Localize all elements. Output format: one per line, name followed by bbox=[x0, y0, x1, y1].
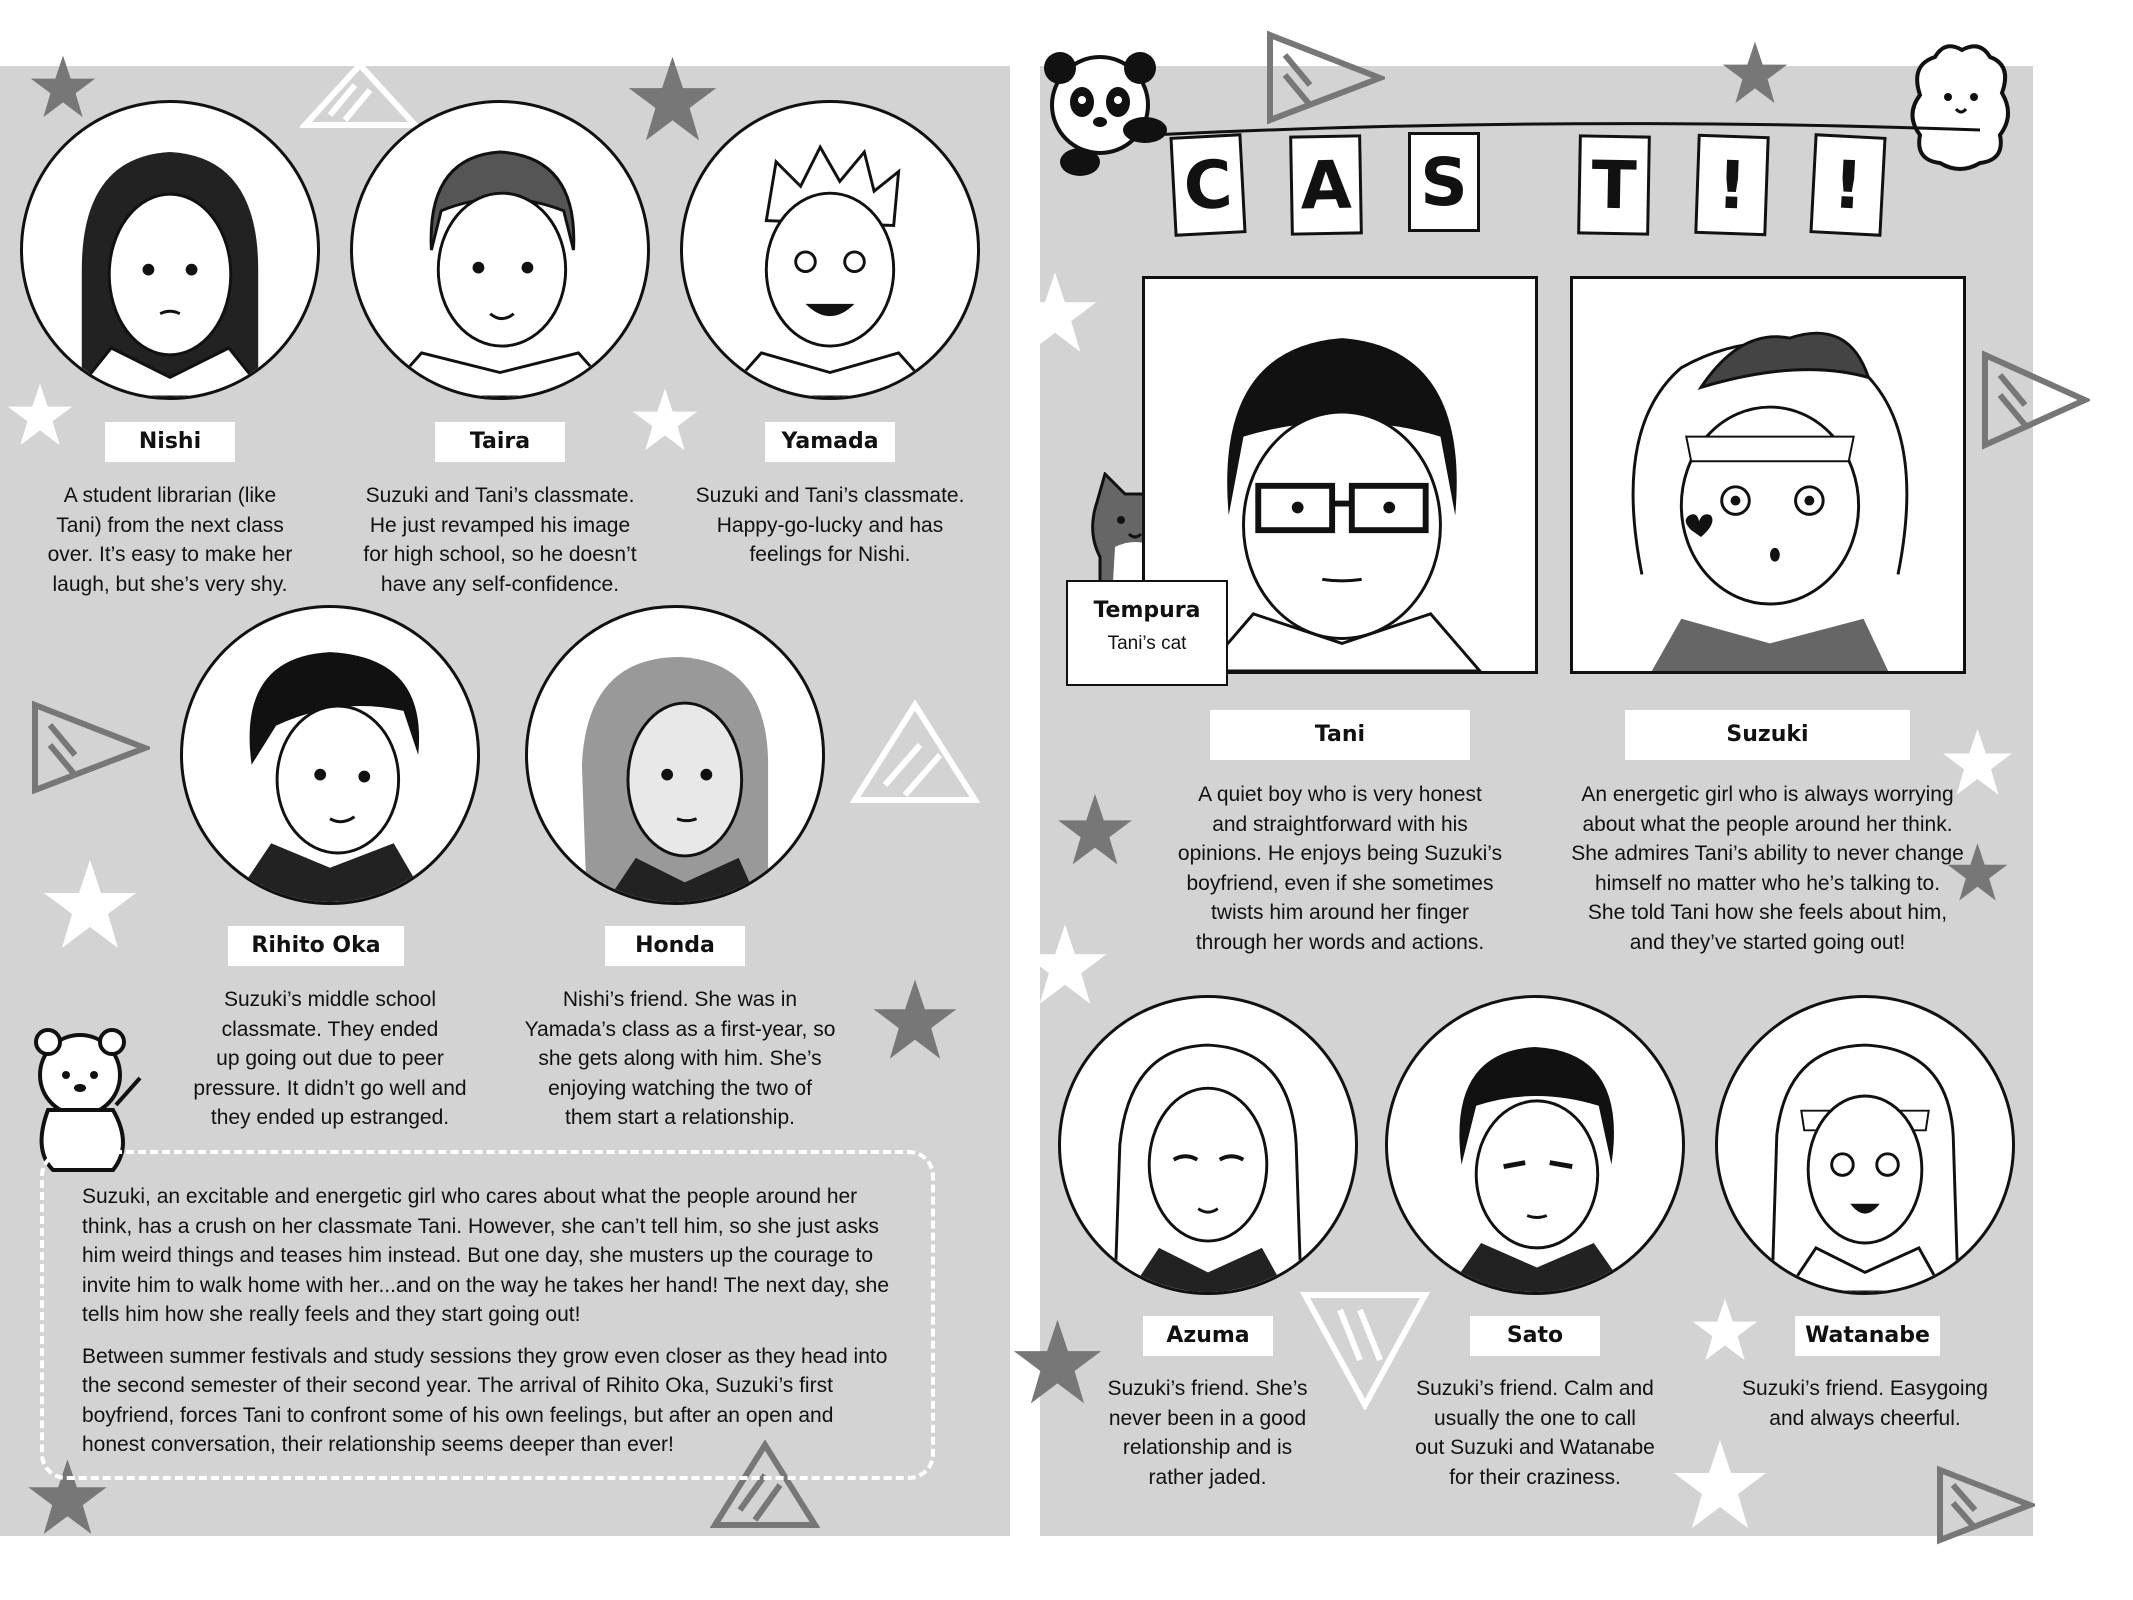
triangle-stripes-icon bbox=[300, 60, 420, 130]
tempura-subtitle: Tani’s cat bbox=[1107, 633, 1187, 654]
nameplate-taira: Taira bbox=[435, 422, 565, 462]
tempura-name: Tempura bbox=[1093, 598, 1201, 623]
description-rihito-oka: Suzuki’s middle school classmate. They ended up going out due to peer pressure. It didn’t go well and they ended up estranged. bbox=[193, 988, 467, 1129]
description-watanabe: Suzuki’s friend. Easygoing and always cheerful. bbox=[1742, 1377, 1988, 1430]
star-icon bbox=[625, 52, 720, 147]
star-icon bbox=[1010, 268, 1100, 358]
nameplate-rihito-oka: Rihito Oka bbox=[228, 926, 404, 966]
description-suzuki: An energetic girl who is always worrying about what the people around her think. She admires Tani’s ability to never change himself no matter who he’s talking to. She told Tani how she feels about him, and they’ve started going out! bbox=[1571, 783, 1964, 954]
star-icon bbox=[40, 855, 140, 955]
portrait-suzuki bbox=[1570, 276, 1966, 674]
portrait-sato bbox=[1385, 995, 1685, 1295]
triangle-stripes-icon bbox=[30, 700, 150, 795]
triangle-stripes-icon bbox=[1935, 1465, 2035, 1545]
nameplate-azuma: Azuma bbox=[1143, 1316, 1273, 1356]
triangle-stripes-icon bbox=[1980, 350, 2090, 450]
star-icon bbox=[5, 380, 75, 450]
synopsis-box bbox=[40, 1150, 935, 1480]
star-icon bbox=[1720, 38, 1790, 108]
banner-flag-4: T bbox=[1577, 134, 1651, 235]
triangle-stripes-icon bbox=[850, 700, 980, 810]
description-tani: A quiet boy who is very honest and straightforward with his opinions. He enjoys being Suzuki’s boyfriend, even if she sometimes twists him around her finger through her words and actions. bbox=[1177, 783, 1503, 954]
star-icon bbox=[1020, 920, 1110, 1010]
synopsis-paragraph: Suzuki, an excitable and energetic girl who cares about what the people around her think, has a crush on her classmate Tani. However, she can’t tell him, so she just asks him weird things and teases him instead. But one day, she musters up the courage to invite him to walk home with her...and on the way he takes her hand! The next day, she tells him how she really feels and they start going out! bbox=[82, 1185, 890, 1326]
description-azuma: Suzuki’s friend. She’s never been in a good relationship and is rather jaded. bbox=[1107, 1377, 1308, 1489]
nameplate-nishi: Nishi bbox=[105, 422, 235, 462]
banner-flag-1: C bbox=[1169, 133, 1246, 237]
nameplate-sato: Sato bbox=[1470, 1316, 1600, 1356]
banner-flag-2: A bbox=[1289, 134, 1363, 235]
nameplate-honda: Honda bbox=[605, 926, 745, 966]
nameplate-suzuki: Suzuki bbox=[1625, 710, 1910, 760]
portrait-honda bbox=[525, 605, 825, 905]
description-honda: Nishi’s friend. She was in Yamada’s class as a first-year, so she gets along with him. She’s enjoying watching the two of them start a relationship. bbox=[524, 988, 836, 1129]
nameplate-tani: Tani bbox=[1210, 710, 1470, 760]
fluffy-dog-icon bbox=[1900, 35, 2020, 175]
banner-flag-3: S bbox=[1408, 132, 1480, 232]
portrait-nishi bbox=[20, 100, 320, 400]
portrait-azuma bbox=[1058, 995, 1358, 1295]
nameplate-watanabe: Watanabe bbox=[1795, 1316, 1940, 1356]
portrait-watanabe bbox=[1715, 995, 2015, 1295]
star-icon bbox=[1690, 1295, 1760, 1365]
portrait-rihito-oka bbox=[180, 605, 480, 905]
portrait-yamada bbox=[680, 100, 980, 400]
synopsis-paragraph: Between summer festivals and study sessions they grow even closer as they head into the second semester of their second year. The arrival of Rihito Oka, Suzuki’s first boyfriend, forces Tani to confront some of his own feelings, but after an open and honest conversation, their relationship seems deeper than ever! bbox=[82, 1344, 888, 1456]
description-nishi: A student librarian (like Tani) from the next class over. It’s easy to make her laugh, but she’s very shy. bbox=[47, 484, 293, 596]
tempura-label-box bbox=[1066, 580, 1228, 686]
banner-flag-6: ! bbox=[1809, 133, 1886, 237]
portrait-taira bbox=[350, 100, 650, 400]
description-taira: Suzuki and Tani’s classmate. He just revamped his image for high school, so he doesn’t have any self-confidence. bbox=[363, 484, 637, 596]
description-yamada: Suzuki and Tani’s classmate. Happy-go-lucky and has feelings for Nishi. bbox=[695, 484, 965, 566]
nameplate-yamada: Yamada bbox=[765, 422, 895, 462]
star-icon bbox=[1055, 790, 1135, 870]
panda-icon bbox=[1030, 40, 1170, 180]
star-icon bbox=[630, 385, 700, 455]
description-sato: Suzuki’s friend. Calm and usually the one to call out Suzuki and Watanabe for their craziness. bbox=[1415, 1377, 1655, 1489]
star-icon bbox=[28, 52, 98, 122]
banner-flag-5: ! bbox=[1694, 134, 1769, 236]
star-icon bbox=[870, 975, 960, 1065]
